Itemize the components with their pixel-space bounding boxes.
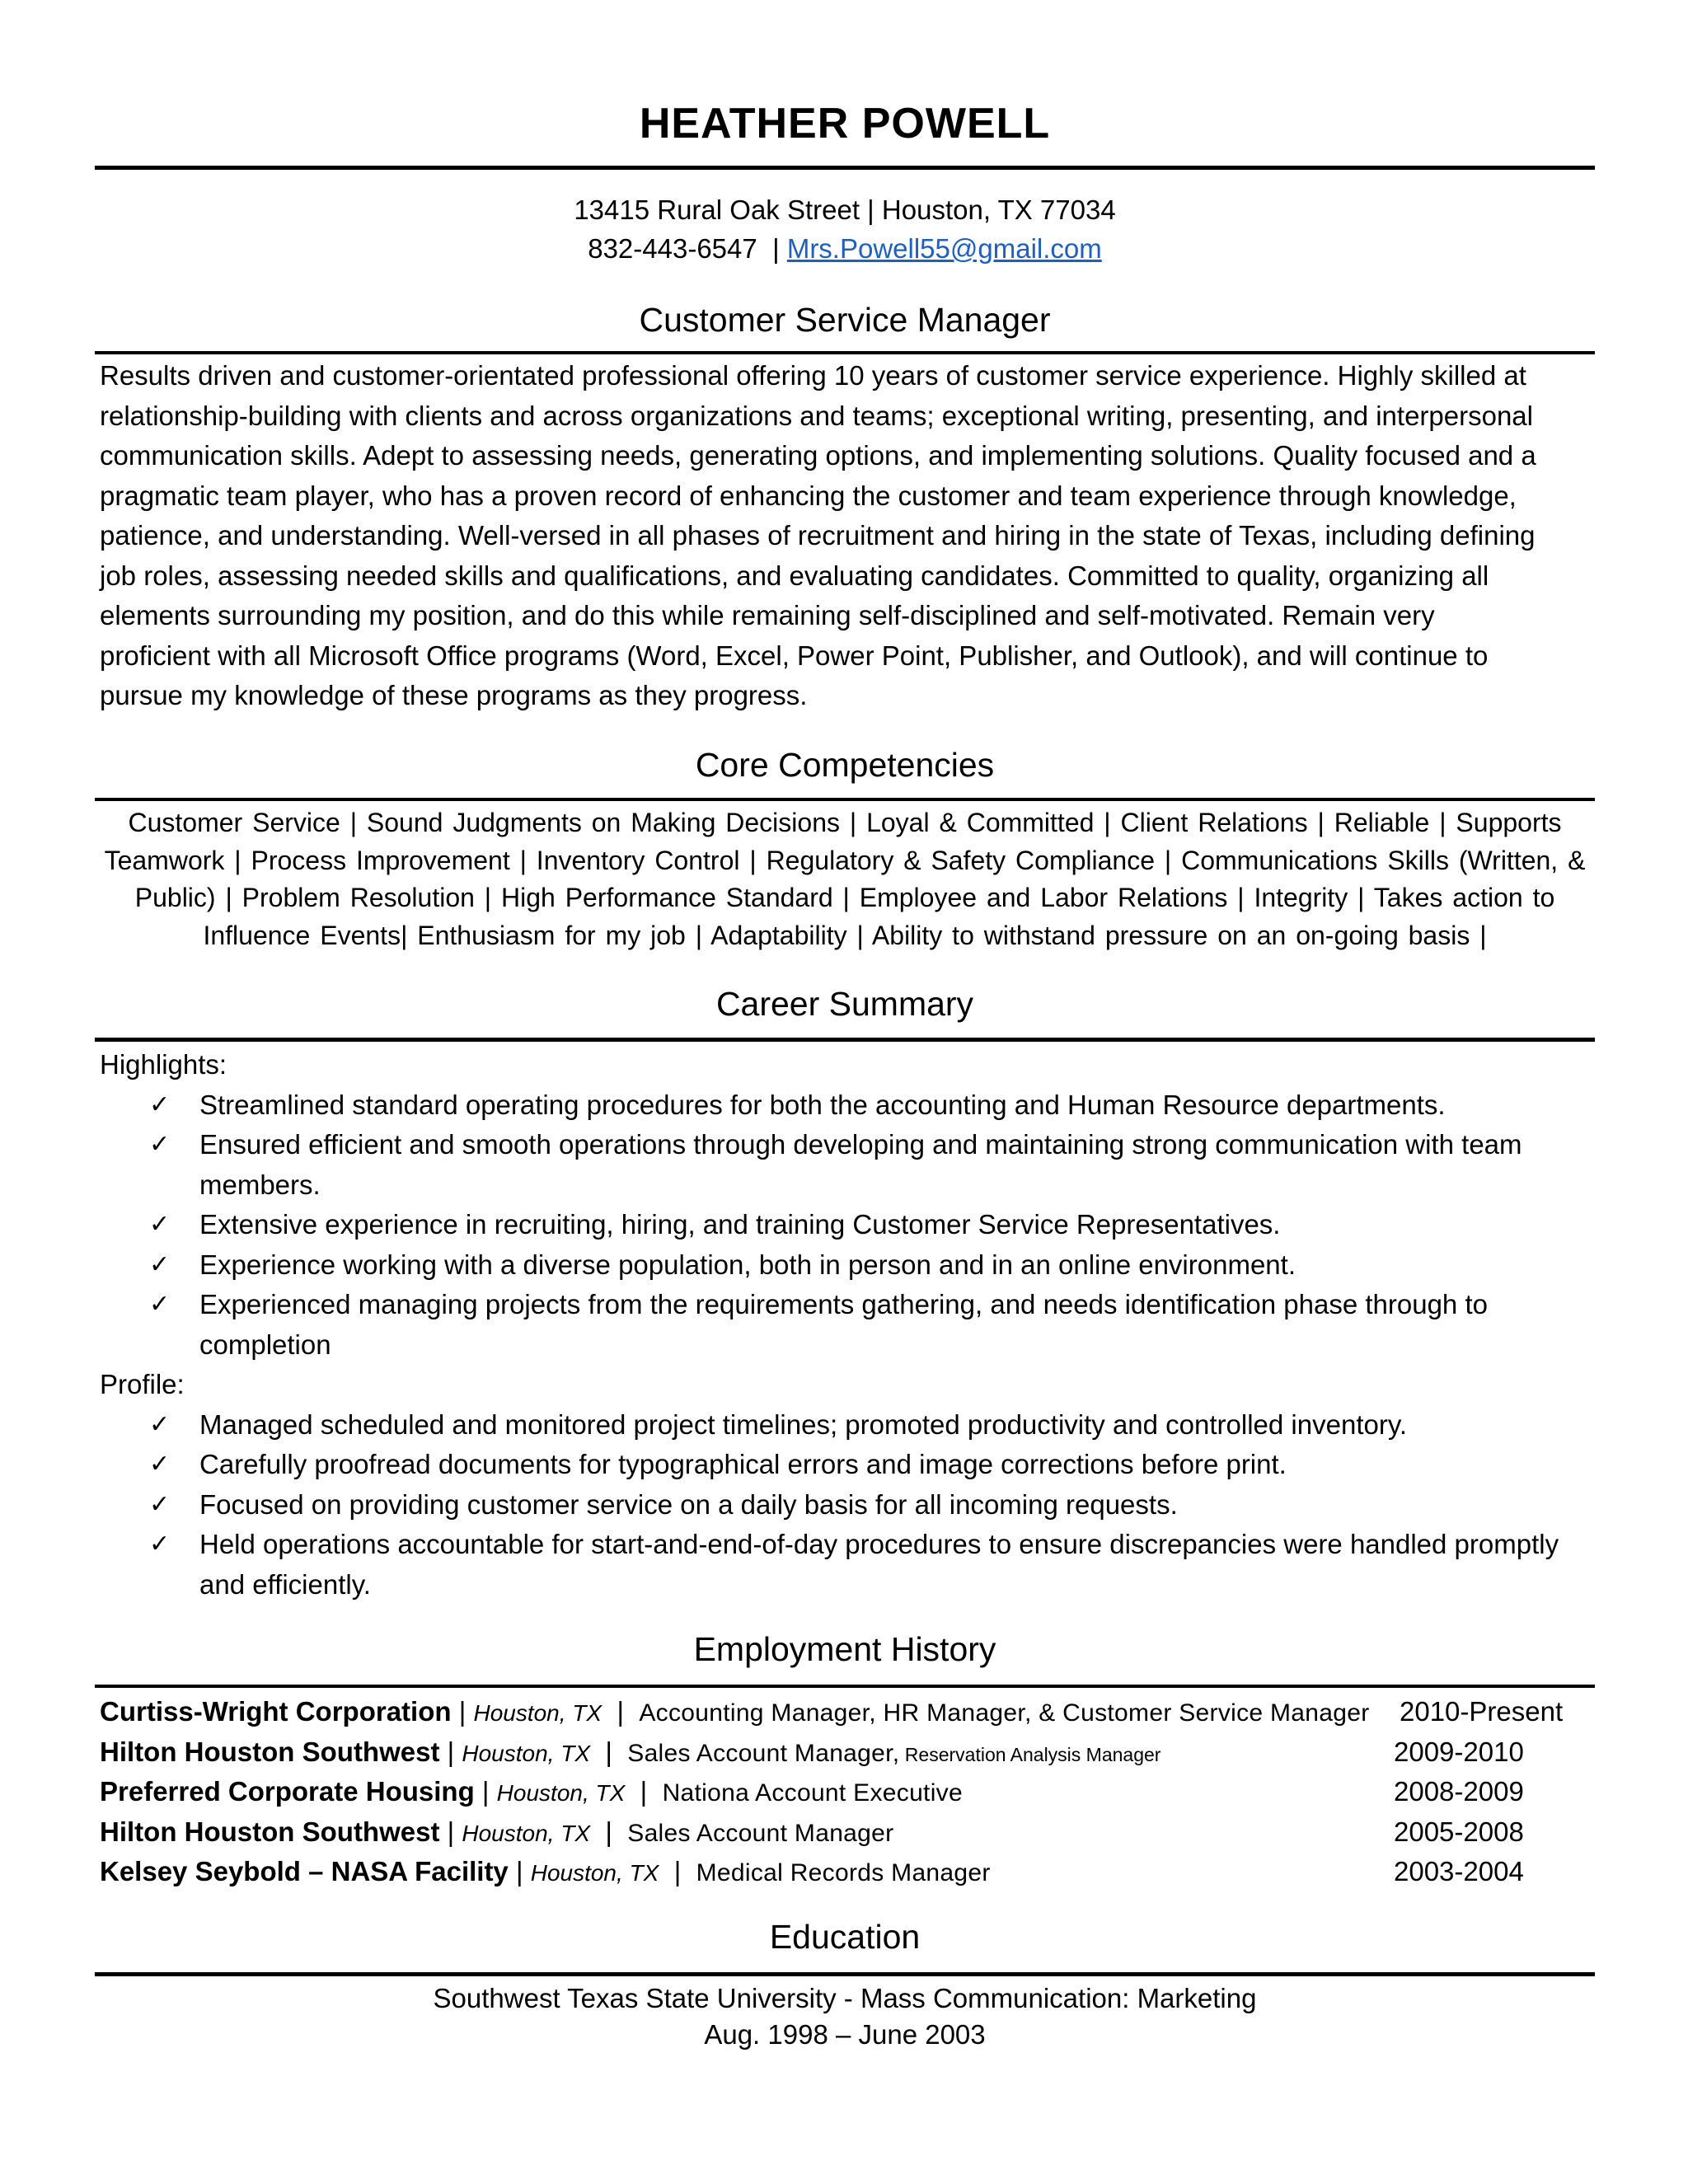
list-item: ✓ Experience working with a diverse population, both in person and in an online environment. xyxy=(100,1245,1593,1286)
profile-list xyxy=(100,1405,1593,1605)
list-item: ✓ Held operations accountable for start-and-end-of-day procedures to ensure discrepancies were handled promptly and efficiently. xyxy=(100,1525,1593,1605)
job-years: 2003-2004 xyxy=(1394,1856,1524,1886)
checkmark-icon: ✓ xyxy=(149,1090,171,1119)
job-years: 2008-2009 xyxy=(1394,1776,1524,1807)
header-divider xyxy=(95,166,1595,170)
competencies-divider xyxy=(95,798,1595,801)
summary-line: elements surrounding my position, and do this while remaining self-disciplined and self-motivated. Remain very xyxy=(100,600,1435,630)
checkmark-icon: ✓ xyxy=(149,1290,171,1319)
contact-line xyxy=(95,233,1595,265)
job-years: 2009-2010 xyxy=(1394,1736,1524,1767)
list-item: ✓ Focused on providing customer service on a daily basis for all incoming requests. xyxy=(100,1485,1593,1526)
employment-divider xyxy=(95,1685,1595,1688)
education-title: Education xyxy=(769,1918,921,1956)
career-divider xyxy=(95,1038,1595,1042)
checkmark-icon: ✓ xyxy=(149,1409,171,1439)
checkmark-icon: ✓ xyxy=(149,1450,171,1479)
competencies-line: Public) | Problem Resolution | High Performance Standard | Employee and Labor Relations | Integrity | Takes action to xyxy=(134,883,1555,912)
job-company: Hilton Houston Southwest xyxy=(100,1816,440,1847)
job-role: Medical Records Manager xyxy=(696,1859,991,1886)
career-title: Career Summary xyxy=(715,985,974,1023)
list-item: ✓ Carefully proofread documents for typographical errors and image corrections before print. xyxy=(100,1445,1593,1485)
career-summary xyxy=(100,1045,1593,1605)
education-school: Southwest Texas State University - Mass Communication: Marketing xyxy=(433,1983,1257,2013)
phone-number: 832-443-6547 xyxy=(588,233,757,264)
job-location: Houston, TX xyxy=(496,1780,626,1806)
list-item: ✓ Managed scheduled and monitored project timelines; promoted productivity and controlled inventory. xyxy=(100,1405,1593,1446)
employment-title: Employment History xyxy=(693,1630,996,1668)
summary-line: Results driven and customer-orientated professional offering 10 years of customer service experience. Highly skilled at xyxy=(100,360,1526,391)
checkmark-icon: ✓ xyxy=(149,1530,171,1558)
summary-line: patience, and understanding. Well-versed in all phases of recruitment and hiring in the state of Texas, including defining xyxy=(100,520,1536,551)
job-company: Preferred Corporate Housing xyxy=(100,1776,475,1807)
job-location: Houston, TX xyxy=(473,1700,603,1726)
job-entry: Hilton Houston Southwest | Houston, TX | Sales Account Manager, Reservation Analysis Manager 2009-2010 xyxy=(100,1732,1593,1773)
job-company: Hilton Houston Southwest xyxy=(100,1736,440,1767)
resume-page xyxy=(95,0,1595,2184)
candidate-name: HEATHER POWELL xyxy=(639,100,1051,148)
job-entry: Kelsey Seybold – NASA Facility | Houston, TX | Medical Records Manager 2003-2004 xyxy=(100,1852,1593,1892)
job-location: Houston, TX xyxy=(462,1740,591,1766)
checkmark-icon: ✓ xyxy=(149,1249,171,1279)
summary-line: pursue my knowledge of these programs as they progress. xyxy=(100,680,808,710)
contact-separator: | xyxy=(772,233,780,264)
job-role: Accounting Manager, HR Manager, & Customer Service Manager xyxy=(639,1699,1370,1727)
highlights-list xyxy=(100,1085,1593,1366)
objective-summary xyxy=(100,356,1593,716)
employment-list xyxy=(100,1692,1593,1892)
job-company: Curtiss-Wright Corporation xyxy=(100,1696,452,1727)
address-line: 13415 Rural Oak Street | Houston, TX 77034 xyxy=(574,194,1116,225)
job-entry: Hilton Houston Southwest | Houston, TX | Sales Account Manager 2005-2008 xyxy=(100,1812,1593,1853)
summary-line: proficient with all Microsoft Office programs (Word, Excel, Power Point, Publisher, and Outlook), and will continue to xyxy=(100,640,1489,671)
objective-title: Customer Service Manager xyxy=(639,301,1051,339)
highlights-label: Highlights: xyxy=(100,1049,227,1080)
job-entry: Curtiss-Wright Corporation | Houston, TX | Accounting Manager, HR Manager, & Customer Service Manager 2010-Present xyxy=(100,1692,1593,1732)
objective-divider xyxy=(95,351,1595,354)
job-years: 2010-Present xyxy=(1400,1696,1564,1727)
competencies-line: Influence Events| Enthusiasm for my job | Adaptability | Ability to withstand pressure on an on-going basis | xyxy=(203,920,1487,950)
job-company: Kelsey Seybold – NASA Facility xyxy=(100,1856,509,1886)
job-location: Houston, TX xyxy=(530,1860,659,1886)
education-dates: Aug. 1998 – June 2003 xyxy=(704,2019,986,2050)
summary-line: job roles, assessing needed skills and qualifications, and evaluating candidates. Committed to quality, organizing all xyxy=(100,560,1489,591)
summary-line: pragmatic team player, who has a proven record of enhancing the customer and team experience through knowledge, xyxy=(100,480,1517,511)
job-entry: Preferred Corporate Housing | Houston, TX | Nationa Account Executive 2008-2009 xyxy=(100,1772,1593,1812)
competencies-line: Customer Service | Sound Judgments on Making Decisions | Loyal & Committed | Client Relations | Reliable | Supports xyxy=(128,808,1562,837)
competencies-list xyxy=(95,804,1595,954)
profile-label: Profile: xyxy=(100,1369,185,1399)
competencies-line: Teamwork | Process Improvement | Inventory Control | Regulatory & Safety Compliance | Communications Skills (Written, & xyxy=(104,845,1586,875)
job-location: Houston, TX xyxy=(462,1820,591,1846)
list-item: ✓ Extensive experience in recruiting, hiring, and training Customer Service Representatives. xyxy=(100,1205,1593,1245)
list-item: ✓ Streamlined standard operating procedures for both the accounting and Human Resource departments. xyxy=(100,1085,1593,1126)
checkmark-icon: ✓ xyxy=(149,1130,171,1159)
job-role: Sales Account Manager xyxy=(627,1819,894,1847)
summary-line: communication skills. Adept to assessing needs, generating options, and implementing solutions. Quality focused and a xyxy=(100,440,1536,471)
competencies-title: Core Competencies xyxy=(695,746,995,784)
education-divider xyxy=(95,1972,1595,1976)
checkmark-icon: ✓ xyxy=(149,1489,171,1519)
summary-line: relationship-building with clients and across organizations and teams; exceptional writing, presenting, and interpersonal xyxy=(100,400,1533,431)
list-item: ✓ Experienced managing projects from the requirements gathering, and needs identification phase through to completion xyxy=(100,1285,1593,1365)
job-years: 2005-2008 xyxy=(1394,1816,1524,1847)
job-role: Nationa Account Executive xyxy=(662,1779,963,1807)
list-item: ✓ Ensured efficient and smooth operations through developing and maintaining strong communication with team members. xyxy=(100,1125,1593,1205)
checkmark-icon: ✓ xyxy=(149,1210,171,1239)
job-role-extra: Reservation Analysis Manager xyxy=(899,1743,1161,1765)
email-link[interactable]: Mrs.Powell55@gmail.com xyxy=(786,233,1102,264)
job-role: Sales Account Manager, xyxy=(627,1739,900,1767)
